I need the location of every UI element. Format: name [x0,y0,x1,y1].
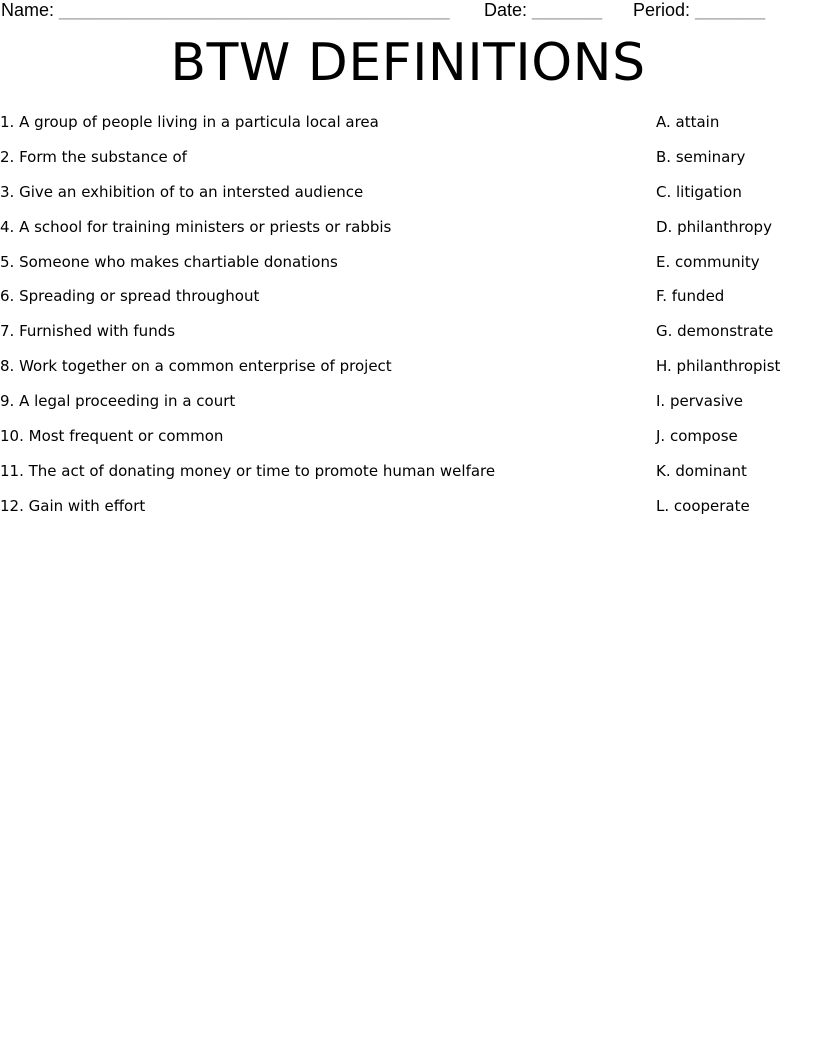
clue-item: 6. Spreading or spread throughout [0,287,260,306]
answer-item: D. philanthropy [656,217,772,236]
worksheet-title: BTW DEFINITIONS [170,33,646,93]
clue-item: 11. The act of donating money or time to promote human welfare [0,461,496,480]
clue-item: 3. Give an exhibition of to an intersted audience [0,182,364,201]
clue-item: 5. Someone who makes chartiable donations [0,252,338,271]
date-blank[interactable]: _______ [532,0,603,20]
clue-item: 10. Most frequent or common [0,427,224,446]
answer-item: K. dominant [656,461,747,480]
answer-item: H. philanthropist [656,357,781,376]
period-field[interactable] [633,0,765,20]
name-field[interactable] [1,0,449,20]
answer-item: F. funded [656,287,725,306]
date-field[interactable] [484,0,602,20]
answer-list [656,110,816,529]
answer-item: C. litigation [656,182,742,201]
clue-item: 2. Form the substance of [0,147,187,166]
clue-item: 12. Gain with effort [0,496,146,515]
answer-item: L. cooperate [656,496,750,515]
name-blank[interactable]: _______________________________________ [59,0,450,20]
answer-item: G. demonstrate [656,322,774,341]
clue-item: 8. Work together on a common enterprise of project [0,357,392,376]
clue-list [0,110,620,529]
answer-item: B. seminary [656,147,746,166]
answer-item: J. compose [656,427,738,446]
clue-item: 7. Furnished with funds [0,322,176,341]
name-label: Name: [1,0,55,20]
clue-item: 4. A school for training ministers or priests or rabbis [0,217,392,236]
clue-item: 9. A legal proceeding in a court [0,392,236,411]
date-label: Date: [484,0,528,20]
clue-item: 1. A group of people living in a particula local area [0,113,379,131]
worksheet-header [0,0,816,22]
answer-item: E. community [656,252,760,271]
answer-item: A. attain [656,113,720,131]
period-blank[interactable]: _______ [695,0,766,20]
period-label: Period: [633,0,691,20]
answer-item: I. pervasive [656,392,744,411]
